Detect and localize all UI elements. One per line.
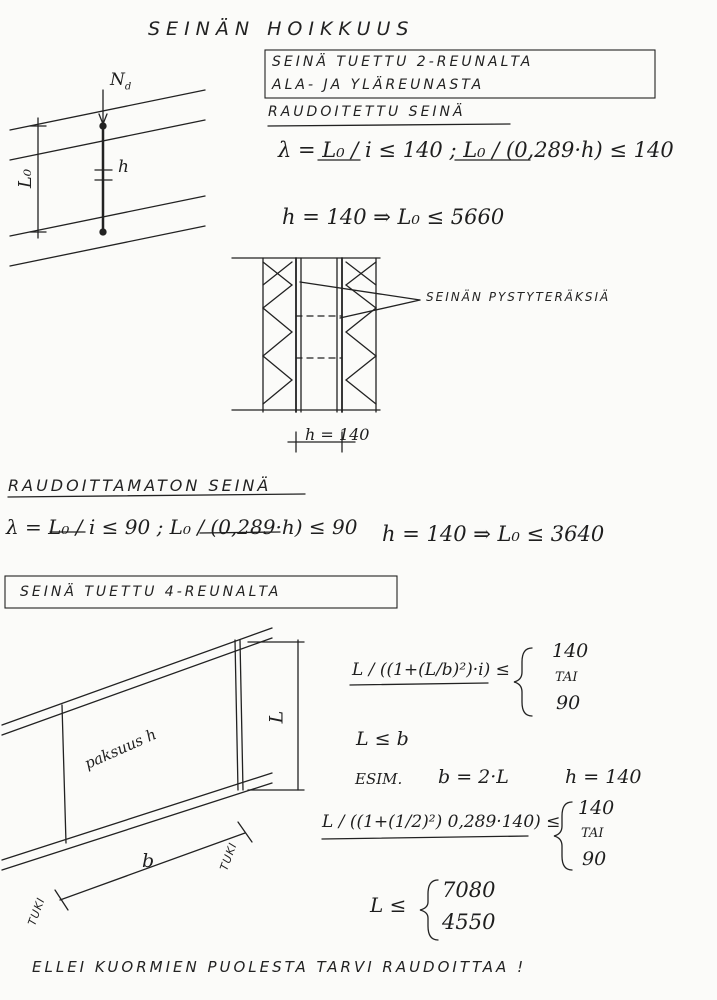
slenderness-formula-unreinforced: λ = L₀ / i ≤ 90 ; L₀ / (0,289·h) ≤ 90	[6, 515, 358, 539]
rebar-label: SEINÄN PYSTYTERÄKSIÄ	[426, 290, 611, 304]
support-label-right: TUKI	[217, 840, 240, 873]
wall-section-sketch	[232, 258, 420, 452]
result-prefix: L ≤	[370, 893, 407, 917]
length-limit-unreinforced: h = 140 ⇒ L₀ ≤ 3640	[382, 522, 605, 546]
option-or: TAI	[555, 670, 578, 685]
heading-unreinforced-wall: RAUDOITTAMATON SEINÄ	[8, 476, 272, 495]
force-label: $N_d$	[110, 70, 132, 93]
option-90: 90	[556, 692, 581, 714]
option2-or: TAI	[581, 826, 604, 841]
length-label: L₀	[15, 168, 37, 189]
formula-four-edges: L / ((1+(L/b)²)·i) ≤	[352, 660, 510, 680]
thickness-label: h	[118, 157, 129, 177]
heading-four-edges: SEINÄ TUETTU 4-REUNALTA	[20, 584, 282, 600]
page-title: SEINÄN HOIKKUUS	[148, 18, 415, 40]
result-7080: 7080	[442, 878, 496, 902]
slenderness-formula-reinforced: λ = L₀ / i ≤ 140 ; L₀ / (0,289·h) ≤ 140	[278, 138, 674, 162]
heading-top-bottom: ALA- JA YLÄREUNASTA	[272, 77, 485, 93]
result-4550: 4550	[442, 910, 496, 934]
example-prefix: ESIM.	[355, 770, 403, 788]
heading-two-edges: SEINÄ TUETTU 2-REUNALTA	[272, 54, 534, 70]
heading-reinforced-wall: RAUDOITETTU SEINÄ	[268, 104, 466, 120]
condition-text: L ≤ b	[356, 728, 409, 750]
panel-width-label: b	[142, 850, 155, 872]
option2-140: 140	[578, 797, 615, 819]
footer-note: ELLEI KUORMIEN PUOLESTA TARVI RAUDOITTAA !	[32, 958, 527, 976]
example-b: b = 2·L	[438, 766, 509, 788]
panel-thickness-label: paksuus h	[81, 725, 160, 773]
example-h: h = 140	[565, 766, 642, 788]
length-limit-reinforced: h = 140 ⇒ L₀ ≤ 5660	[282, 205, 505, 229]
wall-elevation-sketch	[10, 90, 205, 266]
panel-height-label: L	[265, 710, 288, 724]
formula-example: L / ((1+(1/2)²) 0,289·140) ≤	[322, 812, 561, 832]
option-140: 140	[552, 640, 589, 662]
option2-90: 90	[582, 848, 607, 870]
section-thickness-label: h = 140	[305, 425, 370, 444]
support-label-left: TUKI	[25, 895, 48, 928]
